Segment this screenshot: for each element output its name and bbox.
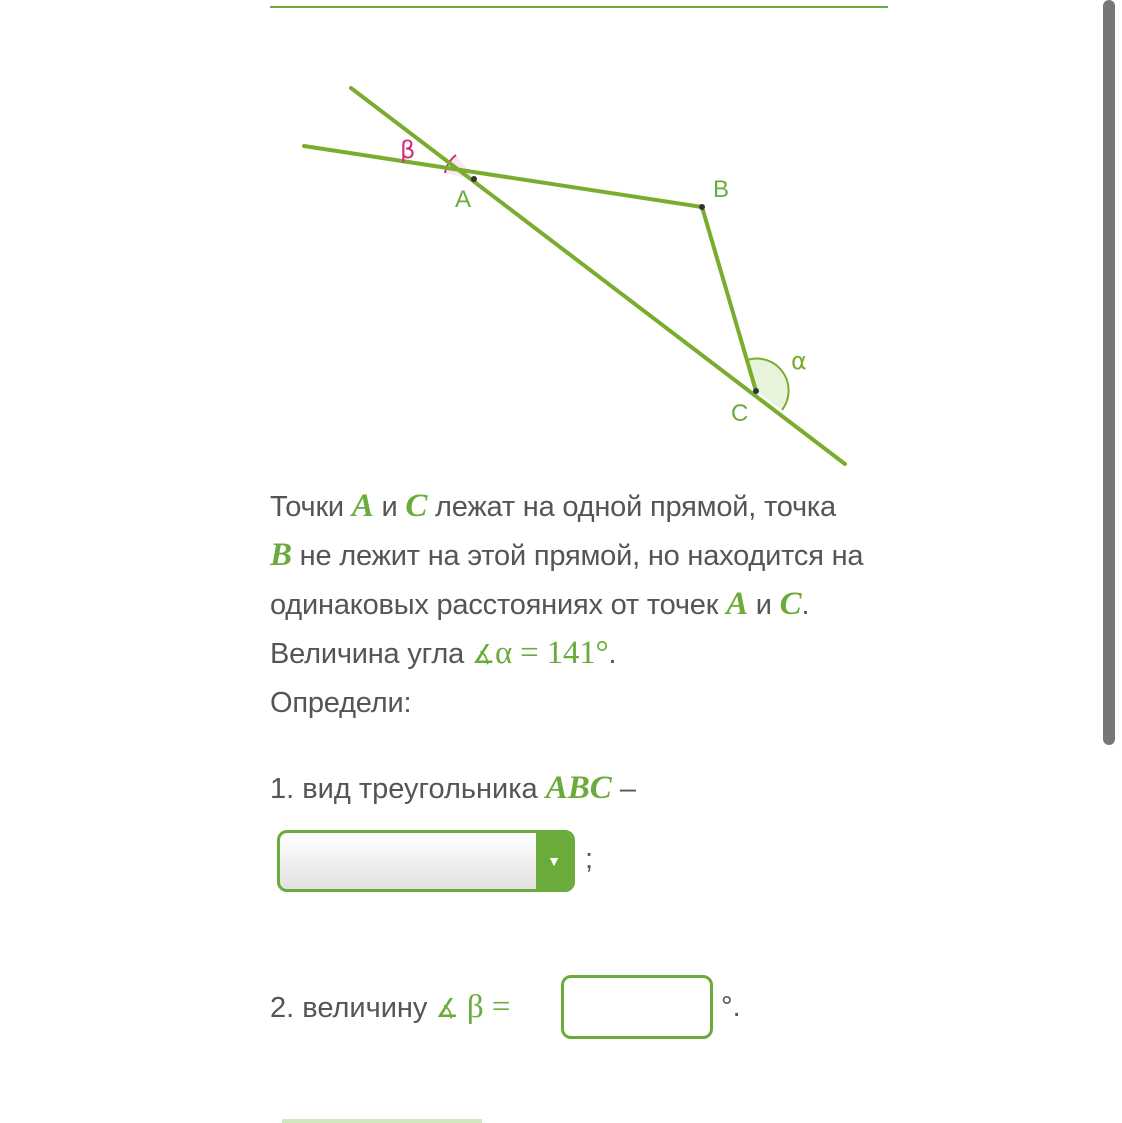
bottom-button-edge[interactable] bbox=[282, 1119, 482, 1123]
label-a: A bbox=[455, 186, 472, 213]
chevron-down-icon[interactable]: ▼ bbox=[536, 833, 572, 889]
problem-statement bbox=[270, 482, 910, 727]
point-b bbox=[699, 204, 705, 210]
figure-svg bbox=[270, 60, 890, 480]
question-1-label: 1. вид треугольника bbox=[270, 773, 538, 805]
point-c bbox=[753, 388, 759, 394]
scrollbar-thumb[interactable] bbox=[1103, 0, 1115, 745]
point-a bbox=[471, 176, 477, 182]
question-2 bbox=[270, 983, 511, 1033]
question-1-dash: – bbox=[619, 773, 636, 805]
problem-text: лежат на одной прямой, точка bbox=[435, 491, 836, 523]
math-alpha-value: α = 141° bbox=[495, 635, 609, 671]
math-triangle-abc: ABC bbox=[545, 770, 612, 806]
top-divider bbox=[270, 6, 888, 8]
math-point-a: A bbox=[726, 586, 748, 622]
triangle-type-dropdown[interactable] bbox=[277, 830, 575, 892]
question-2-suffix: °. bbox=[721, 991, 741, 1023]
question-2-label: 2. величину bbox=[270, 992, 428, 1024]
question-1-suffix: ; bbox=[585, 843, 594, 875]
problem-text: одинаковых расстояниях от точек bbox=[270, 589, 719, 621]
problem-text: Точки bbox=[270, 491, 344, 523]
math-point-c: C bbox=[405, 488, 428, 524]
line-ac bbox=[351, 88, 845, 464]
beta-value-input[interactable] bbox=[561, 975, 713, 1039]
line-through-a bbox=[304, 146, 702, 207]
problem-text: не лежит на этой прямой, но находится на bbox=[299, 540, 864, 572]
problem-text: и bbox=[755, 589, 772, 621]
geometry-figure bbox=[270, 60, 890, 480]
label-beta: β bbox=[400, 136, 416, 164]
problem-text: Величина угла bbox=[270, 638, 465, 670]
label-b: B bbox=[713, 176, 730, 203]
angle-symbol: ∡ bbox=[471, 640, 495, 670]
problem-text: и bbox=[381, 491, 398, 523]
problem-text: . bbox=[801, 589, 810, 621]
label-alpha: α bbox=[791, 347, 807, 375]
math-point-a: A bbox=[351, 488, 374, 524]
math-point-b: B bbox=[270, 537, 292, 573]
problem-text: Определи: bbox=[270, 687, 412, 719]
math-beta-label: β = bbox=[466, 989, 511, 1025]
question-1 bbox=[270, 764, 636, 813]
label-c: C bbox=[731, 400, 749, 427]
problem-text: . bbox=[608, 638, 617, 670]
math-point-c: C bbox=[779, 586, 802, 622]
angle-symbol: ∡ bbox=[435, 994, 459, 1024]
